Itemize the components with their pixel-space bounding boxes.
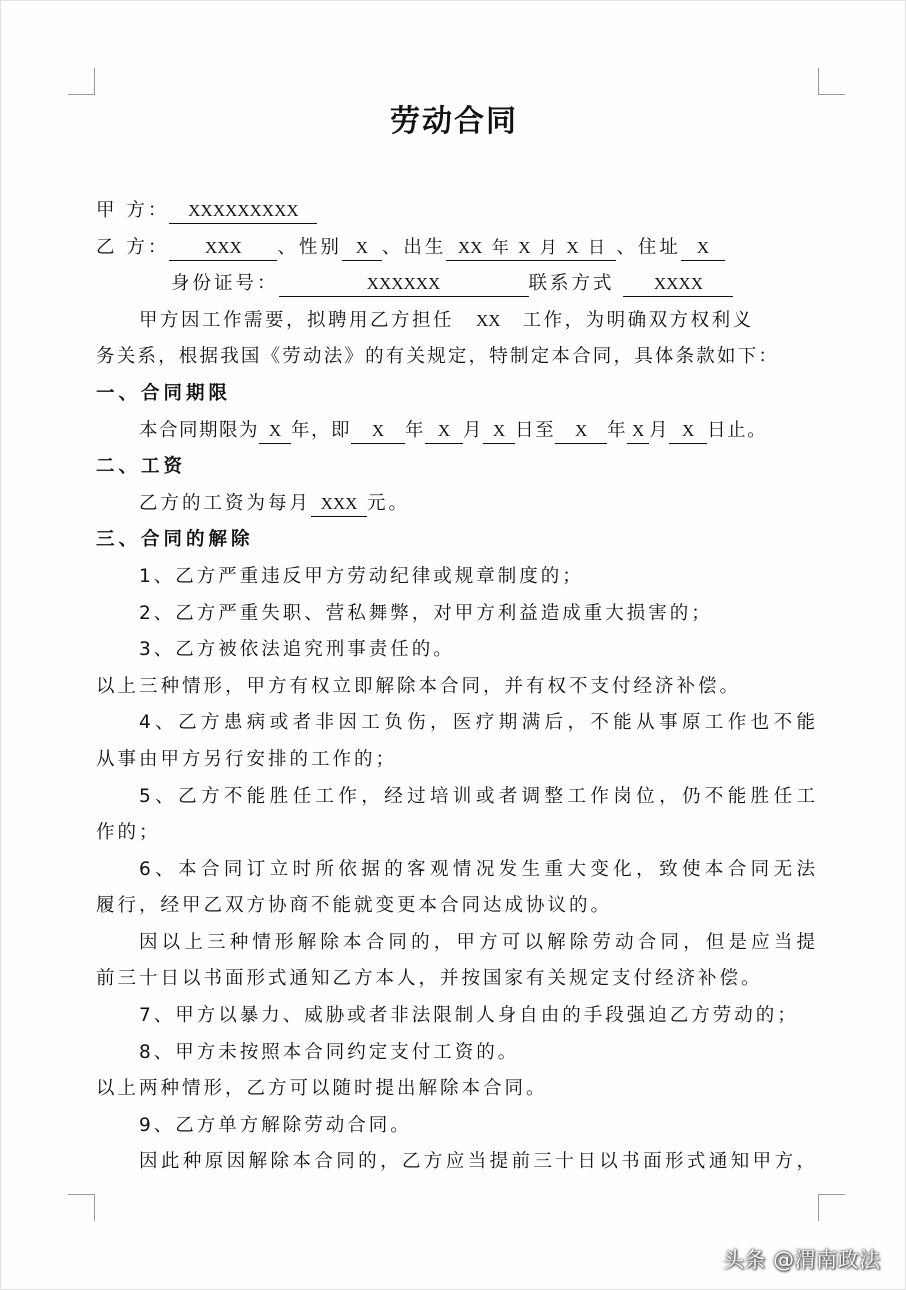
- text: 乙方的工资为每月: [139, 492, 312, 514]
- text: 年: [405, 419, 426, 441]
- clause-line: 9、乙方单方解除劳动合同。: [139, 1114, 412, 1136]
- salary-line: [96, 486, 818, 523]
- party-a-line: [96, 193, 818, 230]
- id-contact-line: [96, 266, 818, 303]
- document-title: 劳动合同: [390, 104, 518, 139]
- text: 日至: [515, 419, 556, 441]
- party-a-label: 甲 方：: [96, 200, 170, 221]
- salary-amount: XXX: [311, 492, 367, 517]
- birth-label: 、出生: [381, 236, 447, 258]
- id-label: 身份证号：: [171, 273, 279, 295]
- id-value: XXXXXX: [279, 272, 529, 297]
- clause-line: 以上三种情形，甲方有权立即解除本合同，并有权不支付经济补偿。: [96, 675, 742, 697]
- contact-label: 联系方式: [528, 273, 615, 295]
- clause-line: 7、甲方以暴力、威胁或者非法限制人身自由的手段强迫乙方劳动的；: [139, 1005, 799, 1027]
- term-years: X: [259, 419, 291, 444]
- start-month: X: [425, 419, 463, 444]
- clause-line: 履行，经甲乙双方协商不能就变更本合同达成协议的。: [96, 895, 613, 917]
- text: 年: [607, 419, 628, 441]
- clause-line: 因以上三种情形解除本合同的，甲方可以解除劳动合同，但是应当提: [139, 931, 818, 953]
- gender-label: 、性别: [277, 236, 342, 258]
- margin-corner-mark: [818, 1194, 845, 1221]
- text: 年，即: [291, 419, 352, 441]
- start-year: X: [351, 419, 405, 444]
- clause-line: 作的；: [96, 822, 161, 844]
- end-year: X: [555, 419, 607, 444]
- clause-line: 5、乙方不能胜任工作，经过培训或者调整工作岗位，仍不能胜任工: [139, 785, 818, 807]
- document-body: [96, 193, 818, 1181]
- intro-text: 工作，为明确双方权利义: [522, 309, 754, 331]
- intro-line-1: [96, 303, 818, 340]
- party-b-name: XXX: [169, 236, 277, 261]
- start-day: X: [483, 419, 515, 444]
- text: 月: [649, 419, 670, 441]
- clause-line: 4、乙方患病或者非因工负伤，医疗期满后，不能从事原工作也不能: [139, 712, 818, 734]
- contact-value: XXXX: [623, 272, 733, 297]
- end-day: X: [669, 419, 707, 444]
- text: 本合同期限为: [139, 419, 260, 441]
- text: 月: [463, 419, 484, 441]
- watermark: 头条 @渭南政法: [723, 1248, 881, 1272]
- margin-corner-mark: [68, 1194, 95, 1221]
- birth-year: XX: [457, 237, 483, 257]
- clause-line: 6、本合同订立时所依据的客观情况发生重大变化，致使本合同无法: [139, 858, 818, 880]
- section-heading: 三、合同的解除: [96, 529, 254, 551]
- address-label: 、住址: [616, 236, 681, 258]
- clause-line: 从事由甲方另行安排的工作的；: [96, 748, 398, 770]
- birth-day: X: [566, 237, 579, 257]
- section-heading: 一、合同期限: [96, 382, 232, 404]
- margin-corner-mark: [818, 68, 845, 95]
- clause-line: 前三十日以书面形式通知乙方本人，并按国家有关规定支付经济补偿。: [96, 968, 763, 990]
- gender-value: X: [342, 236, 382, 261]
- clause-line: 1、乙方严重违反甲方劳动纪律或规章制度的；: [139, 565, 584, 587]
- clause-line: 8、甲方未按照本合同约定支付工资的。: [139, 1041, 520, 1063]
- birth-date: [446, 236, 616, 261]
- birth-month: X: [518, 237, 531, 257]
- term-line: [96, 413, 818, 450]
- day-char: 日: [588, 237, 605, 258]
- month-char: 月: [539, 237, 557, 258]
- party-b-label: 乙 方：: [96, 236, 170, 258]
- clause-line: 2、乙方严重失职、营私舞弊，对甲方利益造成重大损害的；: [139, 602, 713, 624]
- margin-corner-mark: [68, 68, 95, 95]
- text: 日止。: [707, 419, 768, 441]
- intro-text: 甲方因工作需要，拟聘用乙方担任: [139, 309, 455, 331]
- termination-clauses: [96, 559, 818, 1181]
- clause-line: 因此种原因解除本合同的，乙方应当提前三十日以书面形式通知甲方，: [139, 1151, 818, 1173]
- year-char: 年: [491, 237, 509, 258]
- clause-line: 以上两种情形，乙方可以随时提出解除本合同。: [96, 1078, 548, 1100]
- job-value: XX: [476, 310, 501, 330]
- intro-line-2: 务关系，根据我国《劳动法》的有关规定，特制定本合同，具体条款如下：: [96, 346, 780, 368]
- text: 元。: [367, 492, 411, 514]
- clause-line: 3、乙方被依法追究刑事责任的。: [139, 639, 455, 661]
- party-b-line: [96, 230, 818, 267]
- end-month: X: [627, 419, 649, 444]
- address-value: X: [681, 236, 725, 261]
- section-heading: 二、工资: [96, 456, 187, 478]
- party-a-name: XXXXXXXXX: [169, 199, 317, 224]
